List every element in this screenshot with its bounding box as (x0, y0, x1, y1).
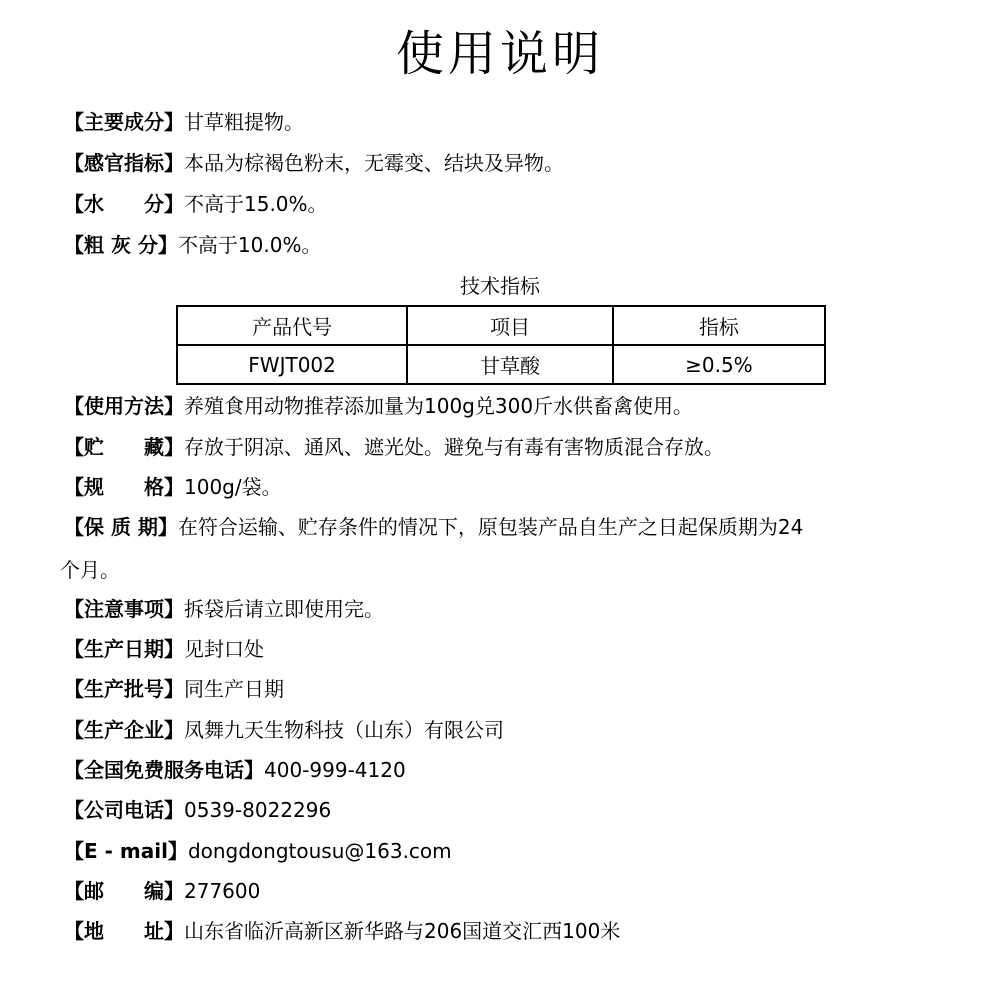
item-notes (64, 589, 384, 629)
item-label: 【邮 编】 (64, 879, 184, 903)
item-postcode (64, 871, 260, 911)
item-value: 存放于阴凉、通风、遮光处。避免与有毒有害物质混合存放。 (184, 435, 724, 459)
table-header-row (177, 306, 825, 345)
item-hotline (64, 750, 406, 790)
item-shelf-life (64, 507, 803, 547)
item-address (64, 911, 620, 951)
table-cell: FWJT002 (177, 345, 407, 384)
item-usage (64, 386, 693, 426)
item-label: 【保 质 期】 (64, 515, 178, 539)
item-value: 400-999-4120 (264, 758, 406, 782)
item-email (64, 831, 452, 871)
item-crude-ash (64, 225, 321, 265)
table-header-cell: 指标 (613, 306, 825, 345)
table-cell: 甘草酸 (407, 345, 613, 384)
item-shelf-life-continued: 个月。 (60, 558, 120, 582)
item-label: 【感官指标】 (64, 151, 184, 175)
item-storage (64, 427, 724, 467)
item-value: 本品为棕褐色粉末，无霉变、结块及异物。 (184, 151, 564, 175)
table-header-cell: 产品代号 (177, 306, 407, 345)
item-value: 不高于15.0%。 (184, 192, 328, 216)
item-batch-number (64, 669, 284, 709)
item-value: 同生产日期 (184, 677, 284, 701)
item-label: 【水 分】 (64, 192, 184, 216)
item-value: 在符合运输、贮存条件的情况下，原包装产品自生产之日起保质期为24 (177, 515, 804, 539)
table-header-cell: 项目 (407, 306, 613, 345)
table-row (177, 345, 825, 384)
table-caption: 技术指标 (460, 274, 540, 298)
item-label: 【粗 灰 分】 (64, 233, 178, 257)
item-value: 0539-8022296 (184, 798, 332, 822)
item-value: 不高于10.0%。 (177, 233, 322, 257)
item-label: 【地 址】 (64, 919, 184, 943)
item-value: 养殖食用动物推荐添加量为100g兑300斤水供畜禽使用。 (184, 394, 694, 418)
item-value: 凤舞九天生物科技（山东）有限公司 (184, 718, 504, 742)
item-value: dongdongtousu@163.com (187, 839, 452, 863)
item-label: 【公司电话】 (64, 798, 184, 822)
item-label: 【生产批号】 (64, 677, 184, 701)
item-moisture (64, 184, 328, 224)
item-label: 【E - mail】 (64, 839, 188, 863)
item-production-date (64, 629, 264, 669)
item-label: 【全国免费服务电话】 (64, 758, 264, 782)
item-company-phone (64, 790, 331, 830)
item-label: 【使用方法】 (64, 394, 184, 418)
page-title: 使用说明 (395, 26, 604, 82)
item-label: 【贮 藏】 (64, 435, 184, 459)
item-value: 277600 (184, 879, 261, 903)
item-value: 100g/袋。 (184, 475, 282, 499)
table-cell: ≥0.5% (613, 345, 825, 384)
item-sensory-index (64, 143, 564, 183)
item-value: 见封口处 (184, 637, 264, 661)
item-value: 山东省临沂高新区新华路与206国道交汇西100米 (184, 919, 621, 943)
item-label: 【生产企业】 (64, 718, 184, 742)
spec-table (176, 305, 826, 385)
item-specification (64, 467, 282, 507)
item-label: 【规 格】 (64, 475, 184, 499)
item-label: 【主要成分】 (64, 110, 184, 134)
item-main-ingredient (64, 102, 304, 142)
item-manufacturer (64, 710, 504, 750)
item-value: 甘草粗提物。 (184, 110, 304, 134)
item-label: 【注意事项】 (64, 597, 184, 621)
item-label: 【生产日期】 (64, 637, 184, 661)
item-value: 拆袋后请立即使用完。 (184, 597, 384, 621)
